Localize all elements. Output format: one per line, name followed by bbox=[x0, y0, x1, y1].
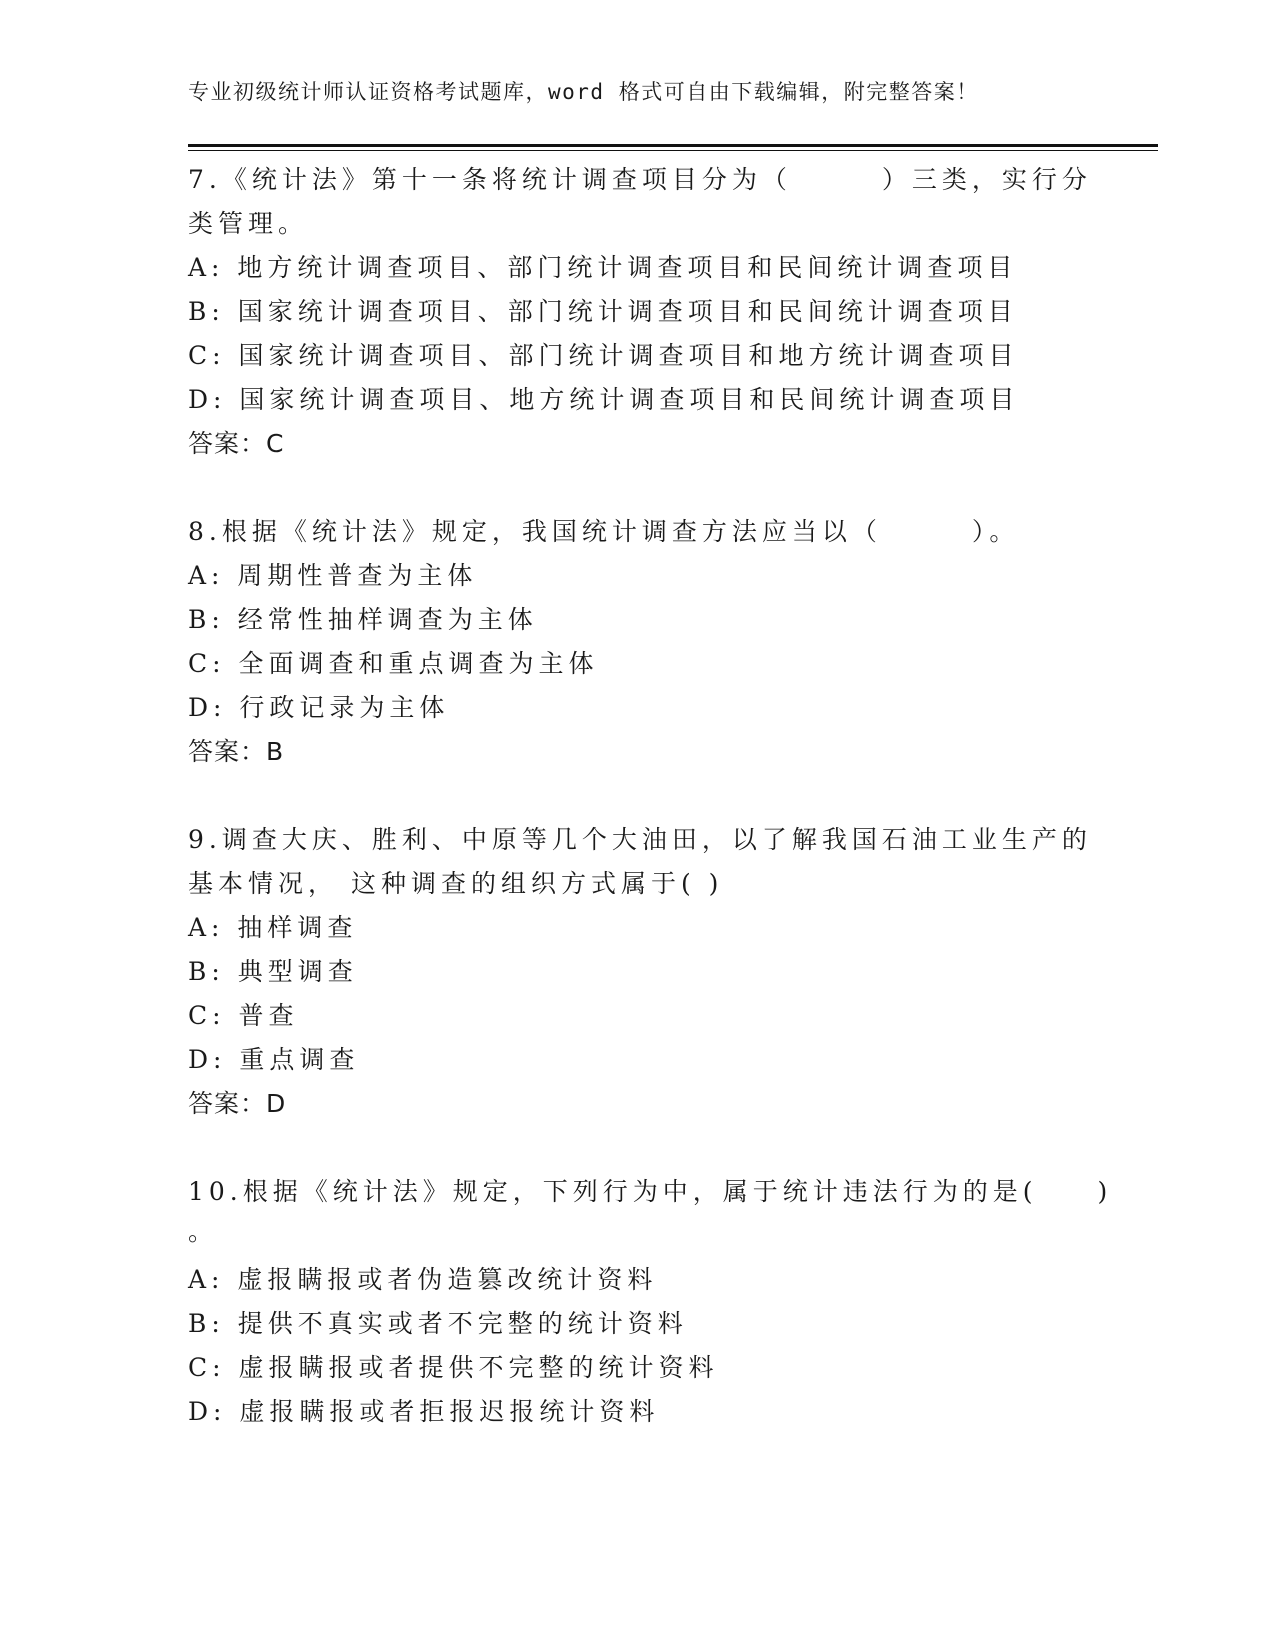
question-7-option-b: B: 国家统计调查项目、部门统计调查项目和民间统计调查项目 bbox=[188, 297, 1018, 326]
question-9-stem-line-1: 9.调查大庆、胜利、中原等几个大油田，以了解我国石油工业生产的 bbox=[188, 825, 1092, 854]
page-header: 专业初级统计师认证资格考试题库，word 格式可自由下载编辑，附完整答案！ bbox=[188, 80, 979, 104]
question-8-option-a: A: 周期性普查为主体 bbox=[188, 561, 478, 590]
question-10-option-d: D: 虚报瞒报或者拒报迟报统计资料 bbox=[188, 1397, 660, 1426]
question-10-stem-line-1: 10.根据《统计法》规定，下列行为中，属于统计违法行为的是( ) bbox=[188, 1177, 1113, 1206]
question-7-answer: 答案：C bbox=[188, 429, 285, 458]
question-8-stem-line-1: 8.根据《统计法》规定，我国统计调查方法应当以（ ）。 bbox=[188, 517, 1020, 546]
question-10-option-b: B: 提供不真实或者不完整的统计资料 bbox=[188, 1309, 688, 1338]
question-10-stem-line-2: 。 bbox=[188, 1217, 219, 1246]
question-8-option-b: B: 经常性抽样调查为主体 bbox=[188, 605, 538, 634]
question-9-option-a: A: 抽样调查 bbox=[188, 913, 358, 942]
header-divider-thin bbox=[188, 150, 1158, 151]
question-8-option-c: C: 全面调查和重点调查为主体 bbox=[188, 649, 599, 678]
question-7-option-a: A: 地方统计调查项目、部门统计调查项目和民间统计调查项目 bbox=[188, 253, 1018, 282]
question-7-stem-line-1: 7.《统计法》第十一条将统计调查项目分为（ ）三类，实行分 bbox=[188, 165, 1092, 194]
question-7-option-c: C: 国家统计调查项目、部门统计调查项目和地方统计调查项目 bbox=[188, 341, 1019, 370]
question-9-option-c: C: 普查 bbox=[188, 1001, 299, 1030]
question-9-stem-line-2: 基本情况， 这种调查的组织方式属于( ) bbox=[188, 869, 724, 898]
question-9-answer: 答案：D bbox=[188, 1089, 287, 1118]
question-9-option-d: D: 重点调查 bbox=[188, 1045, 360, 1074]
header-divider bbox=[188, 144, 1158, 147]
question-7-stem-line-2: 类管理。 bbox=[188, 209, 309, 238]
question-9-option-b: B: 典型调查 bbox=[188, 957, 358, 986]
question-7-option-d: D: 国家统计调查项目、地方统计调查项目和民间统计调查项目 bbox=[188, 385, 1020, 414]
question-8-answer: 答案：B bbox=[188, 737, 285, 766]
question-8-option-d: D: 行政记录为主体 bbox=[188, 693, 450, 722]
question-10-option-a: A: 虚报瞒报或者伪造篡改统计资料 bbox=[188, 1265, 658, 1294]
question-10-option-c: C: 虚报瞒报或者提供不完整的统计资料 bbox=[188, 1353, 719, 1382]
